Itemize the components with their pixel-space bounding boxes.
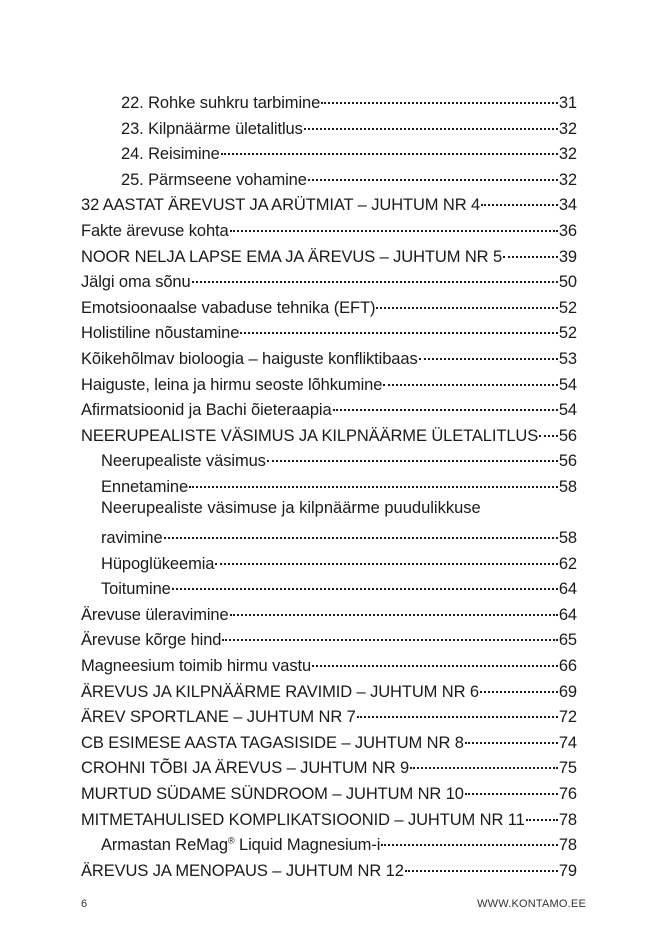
toc-entry-title: Afirmatsioonid ja Bachi õieteraapia — [81, 401, 332, 420]
dot-leader — [539, 415, 558, 437]
toc-entry-page: 58 — [558, 477, 577, 496]
toc-entry-title: Toitumine — [101, 580, 171, 599]
toc-entry-page: 69 — [558, 682, 577, 701]
dot-leader — [221, 133, 558, 155]
toc-entry-page: 36 — [558, 221, 577, 240]
toc-entry-page: 34 — [558, 196, 577, 215]
dot-leader — [465, 773, 558, 795]
toc-entry-page: 64 — [558, 580, 577, 599]
dot-leader — [419, 338, 558, 360]
dot-leader — [383, 364, 558, 386]
dot-leader — [222, 619, 557, 641]
dot-leader — [215, 543, 557, 565]
toc-entry-title: 23. Kilpnäärme ületalitlus — [121, 119, 303, 138]
toc-entry-title: Neerupealiste väsimus — [101, 452, 266, 471]
toc-entry-title: 25. Pärmseene vohamine — [121, 170, 307, 189]
toc-entry-title: NEERUPEALISTE VÄSIMUS JA KILPNÄÄRME ÜLETALITLUS — [81, 426, 539, 445]
dot-leader — [172, 568, 558, 590]
toc-entry-page: 74 — [558, 733, 577, 752]
toc-entry-title: Magneesium toimib hirmu vastu — [81, 657, 312, 676]
toc-entry-page: 31 — [558, 94, 577, 112]
toc-entry-page: 54 — [558, 401, 577, 420]
toc-entry-title: MURTUD SÜDAME SÜNDROOM – JUHTUM NR 10 — [81, 785, 464, 804]
dot-leader — [312, 645, 558, 667]
toc-entry-wrapped — [81, 496, 577, 547]
dot-leader — [405, 850, 558, 872]
dot-leader — [230, 594, 558, 616]
toc-entry-page: 79 — [558, 861, 577, 880]
dot-leader — [381, 824, 558, 846]
page-number: 6 — [81, 898, 88, 910]
dot-leader — [304, 108, 558, 130]
table-of-contents — [81, 86, 577, 879]
dot-leader — [503, 236, 558, 258]
dot-leader — [376, 287, 557, 309]
dot-leader — [526, 799, 558, 821]
toc-entry-title: ÄREV SPORTLANE – JUHTUM NR 7 — [81, 708, 356, 727]
toc-entry-title: Holistiline nõustamine — [81, 324, 240, 343]
dot-leader — [321, 82, 558, 104]
toc-entry-page: 58 — [558, 529, 577, 548]
dot-leader — [240, 312, 558, 334]
toc-section-after — [81, 547, 577, 880]
toc-entry-title: Ennetamine — [101, 477, 189, 496]
toc-entry-title-line-2: ravimine — [101, 529, 163, 548]
toc-entry-page: 65 — [558, 631, 577, 650]
toc-entry-page: 78 — [558, 836, 577, 855]
toc-entry-title: MITMETAHULISED KOMPLIKATSIOONID – JUHTUM NR 11 — [81, 810, 525, 829]
dot-leader — [357, 696, 558, 718]
toc-entry-page: 32 — [558, 119, 577, 138]
toc-entry-title: Armastan ReMag® Liquid Magnesium-i — [101, 835, 381, 855]
toc-entry-title: CB ESIMESE AASTA TAGASISIDE – JUHTUM NR 8 — [81, 733, 464, 752]
toc-entry-page: 32 — [558, 145, 577, 164]
toc-entry-page: 56 — [558, 452, 577, 471]
dot-leader — [410, 747, 558, 769]
dot-leader — [308, 159, 558, 181]
page-footer — [81, 898, 586, 910]
toc-entry-page: 54 — [558, 375, 577, 394]
toc-entry-title: Ärevuse üleravimine — [81, 605, 229, 624]
toc-entry-page: 56 — [558, 426, 577, 445]
dot-leader — [230, 210, 558, 232]
toc-entry-page: 50 — [558, 273, 577, 292]
toc-section-before — [81, 86, 577, 496]
toc-entry-title: 24. Reisimine — [121, 145, 220, 164]
toc-entry-title: Kõikehõlmav bioloogia – haiguste konfliktibaas — [81, 349, 418, 368]
toc-entry-title: Fakte ärevuse kohta — [81, 221, 229, 240]
dot-leader — [189, 466, 558, 488]
toc-entry-title: ÄREVUS JA KILPNÄÄRME RAVIMID – JUHTUM NR 6 — [81, 682, 479, 701]
toc-entry-page: 52 — [558, 298, 577, 317]
dot-leader — [164, 517, 558, 539]
toc-entry-title: Jälgi oma sõnu — [81, 273, 191, 292]
toc-entry-page: 72 — [558, 708, 577, 727]
toc-entry-page: 75 — [558, 759, 577, 778]
toc-entry-page: 32 — [558, 170, 577, 189]
toc-entry-page: 52 — [558, 324, 577, 343]
toc-entry-title: Hüpoglükeemia — [101, 554, 215, 573]
toc-entry-page: 53 — [558, 349, 577, 368]
toc-entry-title-line-1: Neerupealiste väsimuse ja kilpnäärme puudulikkuse — [101, 498, 481, 517]
toc-entry-page: 66 — [558, 657, 577, 676]
toc-entry-page: 76 — [558, 785, 577, 804]
toc-entry-title: 32 AASTAT ÄREVUST JA ARÜTMIAT – JUHTUM NR 4 — [81, 196, 481, 215]
dot-leader — [192, 261, 558, 283]
toc-entry-page: 39 — [558, 247, 577, 266]
toc-entry-title: NOOR NELJA LAPSE EMA JA ÄREVUS – JUHTUM NR 5 — [81, 247, 503, 266]
toc-entry-title: Emotsioonaalse vabaduse tehnika (EFT) — [81, 298, 376, 317]
toc-entry-title: 22. Rohke suhkru tarbimine — [121, 94, 321, 112]
toc-entry-title: CROHNI TÕBI JA ÄREVUS – JUHTUM NR 9 — [81, 759, 410, 778]
toc-entry-title: Ärevuse kõrge hind — [81, 631, 222, 650]
toc-entry-title: ÄREVUS JA MENOPAUS – JUHTUM NR 12 — [81, 861, 404, 880]
website-url: WWW.KONTAMO.EE — [477, 898, 586, 910]
toc-entry-page: 64 — [558, 605, 577, 624]
toc-entry-page: 62 — [558, 554, 577, 573]
dot-leader — [481, 184, 558, 206]
toc-entry-page: 78 — [558, 810, 577, 829]
dot-leader — [267, 440, 558, 462]
dot-leader — [480, 671, 558, 693]
dot-leader — [465, 722, 558, 744]
dot-leader — [333, 389, 558, 411]
toc-entry-title: Haiguste, leina ja hirmu seoste lõhkumine — [81, 375, 383, 394]
